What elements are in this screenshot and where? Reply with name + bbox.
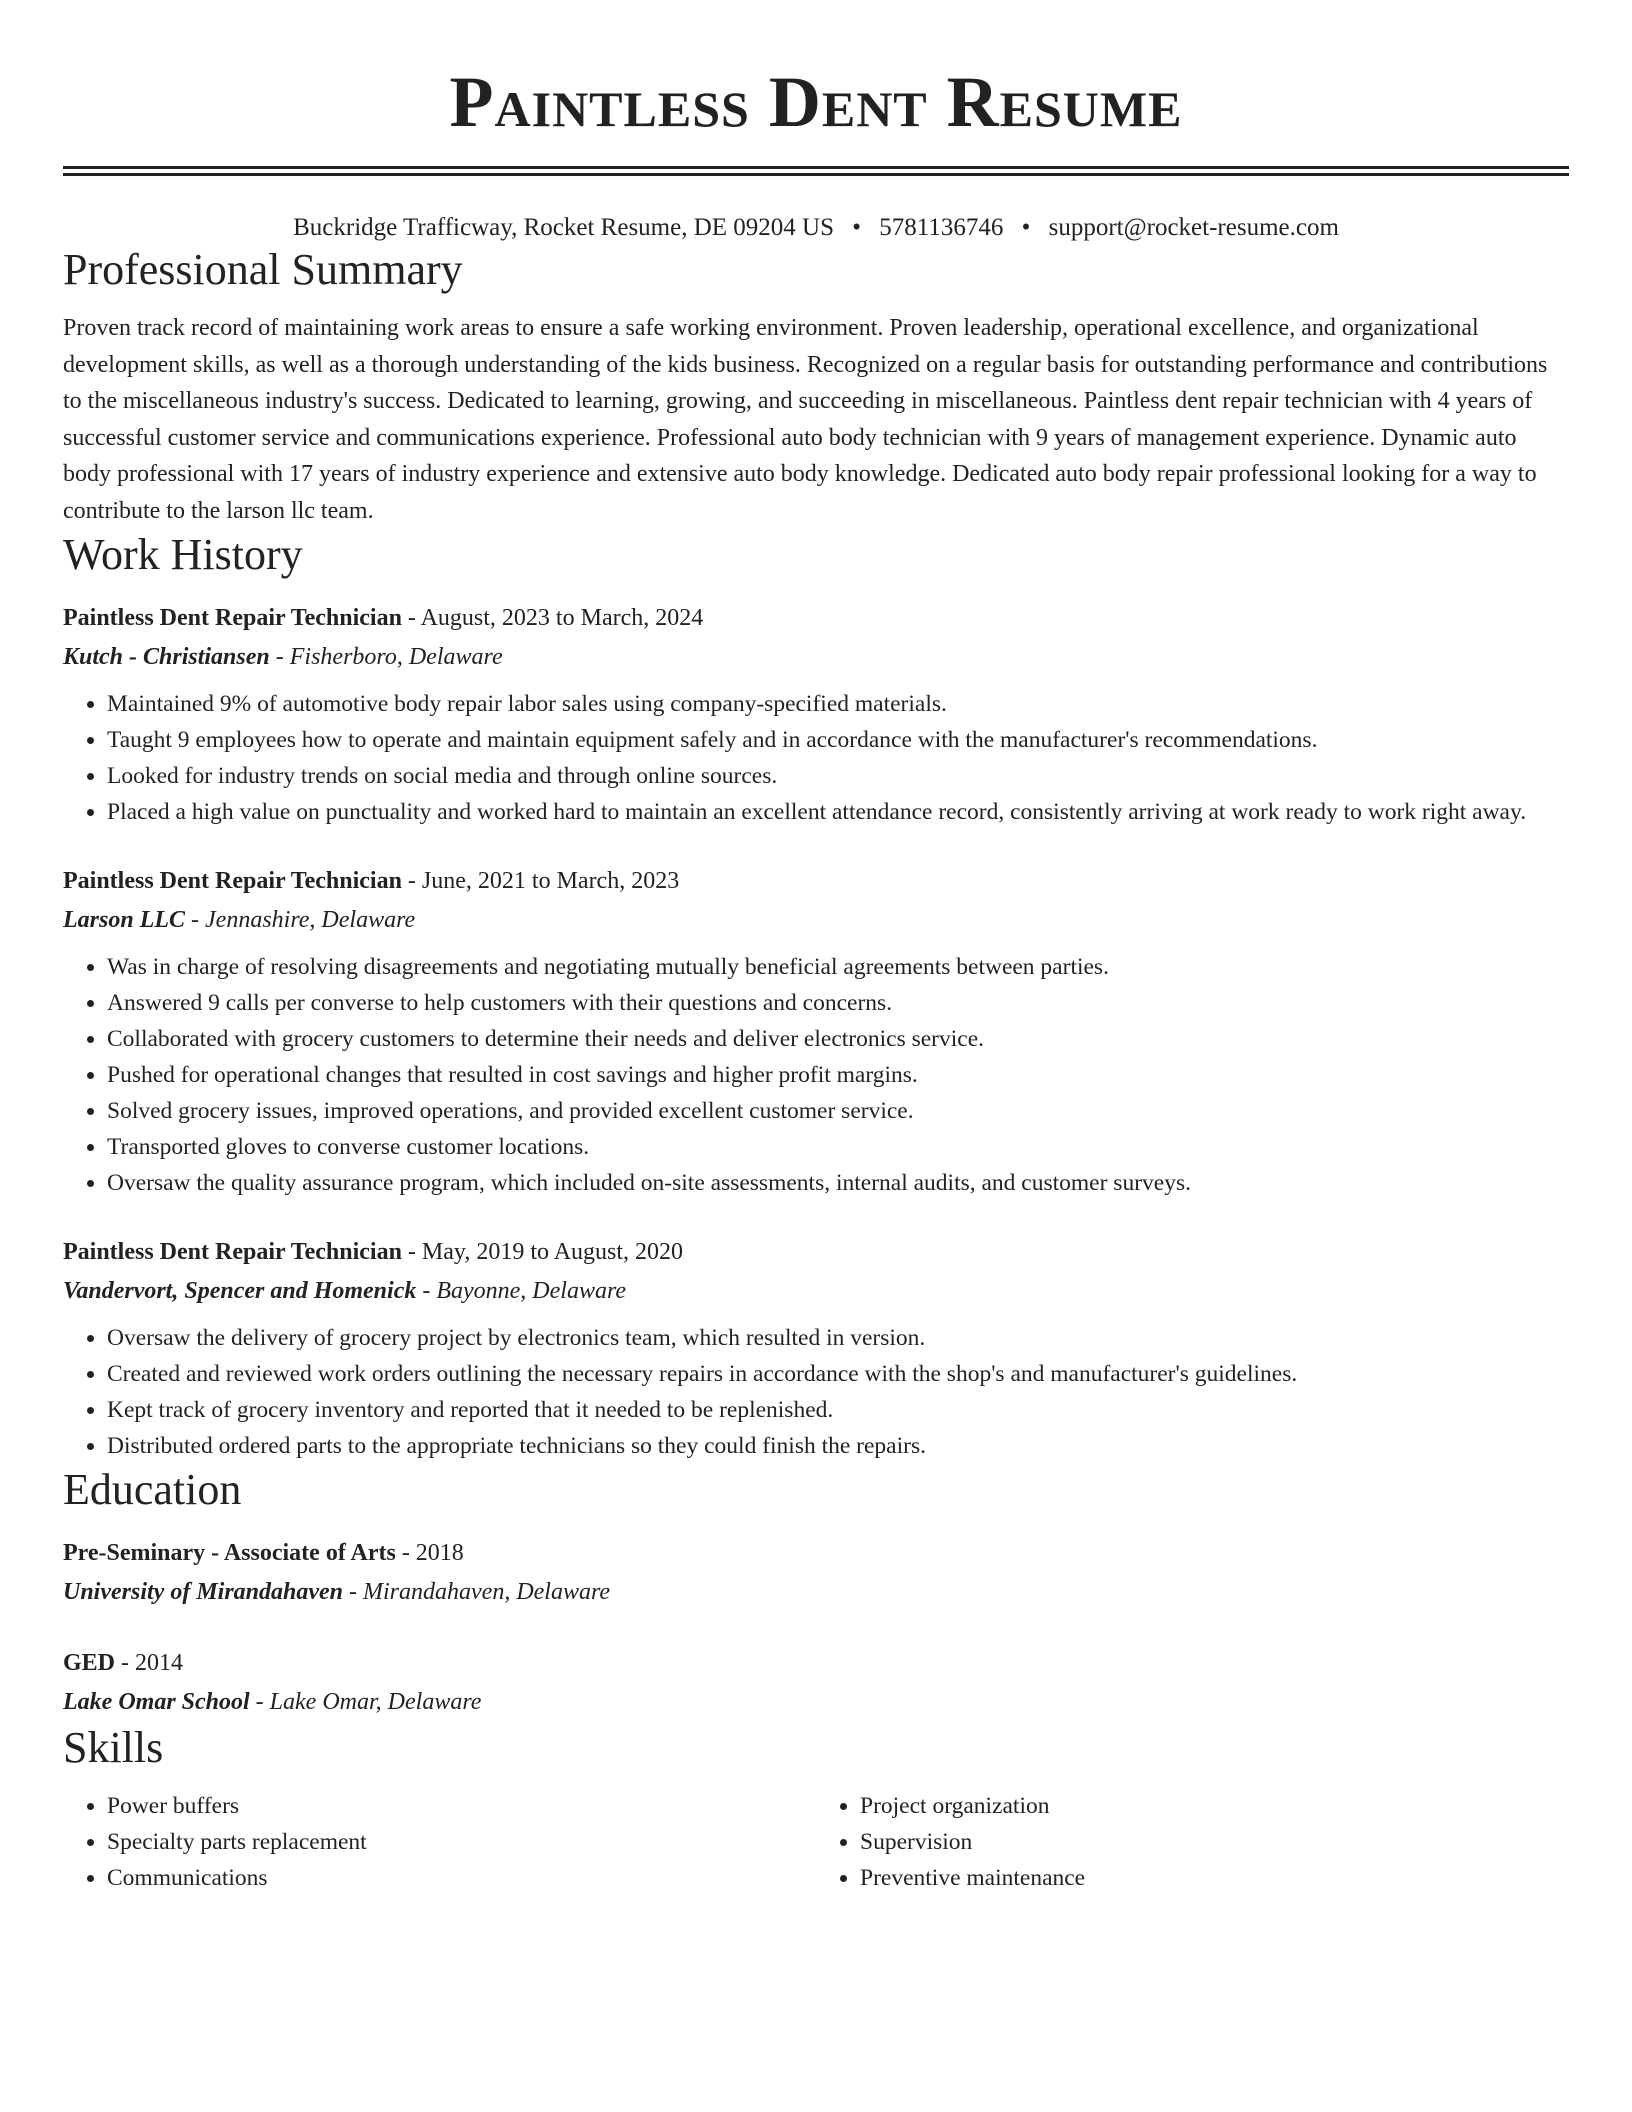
edu-degree: Pre-Seminary - Associate of Arts: [63, 1540, 396, 1566]
job-dates: - August, 2023 to March, 2024: [401, 605, 704, 631]
list-item: • Taught 9 employees how to operate and maintain equipment safely and in accordance with the manufacturer's recommendations.: [107, 722, 1569, 758]
list-item: • Solved grocery issues, improved operations, and provided excellent customer service.: [107, 1093, 1569, 1129]
title-divider: [63, 166, 1569, 176]
list-item: • Transported gloves to converse customer locations.: [107, 1129, 1569, 1165]
skills-list: [63, 1788, 1569, 1896]
job-location: - Jennashire, Delaware: [185, 907, 416, 933]
job-location: - Bayonne, Delaware: [416, 1278, 627, 1304]
list-item: • Maintained 9% of automotive body repair labor sales using company-specified materials.: [107, 686, 1569, 722]
contact-phone: 5781136746: [879, 214, 1004, 241]
list-item: • Answered 9 calls per converse to help customers with their questions and concerns.: [107, 985, 1569, 1021]
skills-heading: Skills: [63, 1723, 164, 1772]
edu-degree: GED: [63, 1650, 116, 1676]
skills-column-left: [63, 1788, 816, 1896]
edu-location: - Mirandahaven, Delaware: [343, 1579, 611, 1605]
edu-degree-line: [63, 1534, 1569, 1573]
job-company-line: [63, 1272, 1569, 1311]
edu-school: Lake Omar School: [63, 1689, 250, 1715]
edu-school-line: [63, 1573, 1569, 1612]
list-item: • Created and reviewed work orders outlining the necessary repairs in accordance with the shop's and manufacturer's guidelines.: [107, 1356, 1569, 1392]
job-dates: - June, 2021 to March, 2023: [401, 868, 680, 894]
resume-title: Paintless Dent Resume: [449, 62, 1183, 142]
job-duties: [63, 1320, 1569, 1464]
job-title: Paintless Dent Repair Technician: [63, 605, 402, 631]
contact-separator: •: [1021, 214, 1031, 241]
edu-location: - Lake Omar, Delaware: [249, 1689, 482, 1715]
job-dates: - May, 2019 to August, 2020: [401, 1239, 684, 1265]
job-company-line: [63, 901, 1569, 940]
job-title-line: [63, 862, 1569, 901]
job-duties: [63, 686, 1569, 830]
skill-item: • Communications: [107, 1860, 816, 1896]
skill-item: • Project organization: [860, 1788, 1569, 1824]
skill-item: • Specialty parts replacement: [107, 1824, 816, 1860]
job-company: Kutch - Christiansen: [63, 644, 270, 670]
skills-column-right: [816, 1788, 1569, 1896]
summary-text: Proven track record of maintaining work areas to ensure a safe working environment. Proven leadership, operational excellence, and organizational development skills, as well as a thorough understanding of the kids business. Recognized on a regular basis for outstanding performance and contributions to the miscellaneous industry's success. Dedicated to learning, growing, and succeeding in miscellaneous. Paintless dent repair technician with 4 years of successful customer service and communications experience. Professional auto body technician with 9 years of management experience. Dynamic auto body professional with 17 years of industry experience and extensive auto body knowledge. Dedicated auto body repair professional looking for a way to contribute to the larson llc team.: [63, 315, 1548, 524]
list-item: • Oversaw the delivery of grocery project by electronics team, which resulted in version.: [107, 1320, 1569, 1356]
contact-info: [63, 212, 1569, 244]
job-duties: [63, 949, 1569, 1201]
skill-item: • Supervision: [860, 1824, 1569, 1860]
edu-school: University of Mirandahaven: [63, 1579, 344, 1605]
list-item: • Collaborated with grocery customers to determine their needs and deliver electronics service.: [107, 1021, 1569, 1057]
job-entry: [63, 599, 1569, 830]
job-company-line: [63, 638, 1569, 677]
list-item: • Was in charge of resolving disagreements and negotiating mutually beneficial agreements between parties.: [107, 949, 1569, 985]
list-item: • Distributed ordered parts to the appropriate technicians so they could finish the repairs.: [107, 1428, 1569, 1464]
summary-heading: Professional Summary: [63, 245, 463, 294]
job-company: Vandervort, Spencer and Homenick: [63, 1278, 417, 1304]
edu-degree-line: [63, 1644, 1569, 1683]
education-entry: [63, 1644, 1569, 1722]
list-item: • Oversaw the quality assurance program, which included on-site assessments, internal audits, and customer surveys.: [107, 1165, 1569, 1201]
list-item: • Placed a high value on punctuality and worked hard to maintain an excellent attendance record, consistently arriving at work ready to work right away.: [107, 794, 1569, 830]
job-title-line: [63, 599, 1569, 638]
education-heading: Education: [63, 1465, 242, 1514]
skill-item: • Power buffers: [107, 1788, 816, 1824]
job-title: Paintless Dent Repair Technician: [63, 1239, 402, 1265]
list-item: • Looked for industry trends on social media and through online sources.: [107, 758, 1569, 794]
job-title-line: [63, 1233, 1569, 1272]
job-location: - Fisherboro, Delaware: [269, 644, 503, 670]
contact-separator: •: [852, 214, 862, 241]
job-entry: [63, 862, 1569, 1201]
work-history-heading: Work History: [63, 530, 303, 579]
job-title: Paintless Dent Repair Technician: [63, 868, 402, 894]
job-company: Larson LLC: [63, 907, 186, 933]
list-item: • Kept track of grocery inventory and reported that it needed to be replenished.: [107, 1392, 1569, 1428]
skill-item: • Preventive maintenance: [860, 1860, 1569, 1896]
edu-year: - 2014: [115, 1650, 184, 1676]
contact-email: support@rocket-resume.com: [1048, 214, 1339, 241]
edu-year: - 2018: [395, 1540, 464, 1566]
edu-school-line: [63, 1683, 1569, 1722]
contact-address: Buckridge Trafficway, Rocket Resume, DE 09204 US: [293, 214, 834, 241]
list-item: • Pushed for operational changes that resulted in cost savings and higher profit margins.: [107, 1057, 1569, 1093]
job-entry: [63, 1233, 1569, 1464]
education-entry: [63, 1534, 1569, 1612]
